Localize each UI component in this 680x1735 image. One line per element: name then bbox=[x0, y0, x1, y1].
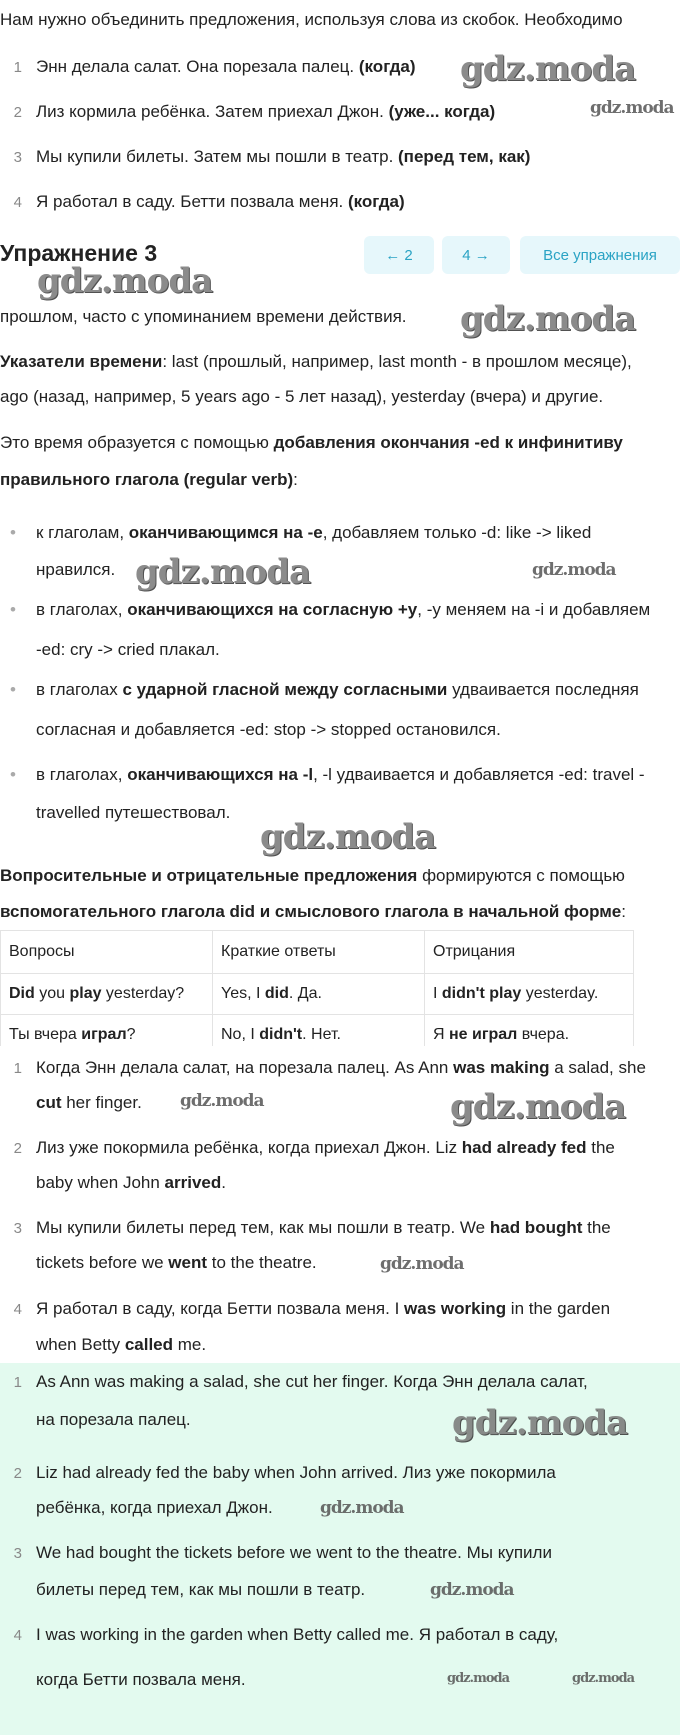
text: We had bought the tickets before we went to the theatre. Мы купили bbox=[36, 1543, 552, 1562]
text: в глаголах, bbox=[36, 765, 128, 784]
text: : bbox=[621, 902, 626, 921]
text: I bbox=[433, 985, 442, 1002]
text: the bbox=[586, 1138, 615, 1157]
text-line bbox=[36, 1571, 365, 1609]
text: . bbox=[221, 1173, 226, 1192]
text-line bbox=[36, 711, 501, 749]
bullet-icon: • bbox=[10, 523, 16, 542]
text-line bbox=[0, 298, 407, 336]
text: the bbox=[582, 1218, 611, 1237]
text: Я работал в саду. Бетти позвала меня. bbox=[36, 192, 348, 211]
text: Yes, I bbox=[221, 985, 265, 1002]
item-number: 3 bbox=[13, 1545, 22, 1562]
bold-text: правильного глагола (regular verb) bbox=[0, 470, 294, 489]
watermark: gdz.moda bbox=[430, 1580, 514, 1600]
text-line bbox=[0, 1363, 588, 1402]
table-header: Вопросы bbox=[1, 931, 213, 974]
bold-text: cut bbox=[36, 1093, 62, 1112]
bold-text: (перед тем, как) bbox=[398, 147, 531, 166]
text: Я работал в саду, когда Бетти позвала меня. I bbox=[36, 1299, 405, 1318]
bullet-icon: • bbox=[10, 680, 16, 699]
text: to the theatre. bbox=[207, 1253, 317, 1272]
text: билеты перед тем, как мы пошли в театр. bbox=[36, 1580, 366, 1599]
item-number: 2 bbox=[13, 1465, 22, 1482]
text: travelled путешествовал. bbox=[36, 803, 231, 822]
text: Это время образуется с помощью bbox=[0, 433, 274, 452]
text: к глаголам, bbox=[36, 523, 129, 542]
text-line bbox=[0, 378, 603, 416]
table-header-row bbox=[1, 931, 634, 974]
text-line bbox=[0, 138, 530, 177]
text: yesterday. bbox=[521, 985, 599, 1002]
bold-text: didn't play bbox=[441, 985, 522, 1002]
item-number: 3 bbox=[13, 149, 22, 166]
text: , добавляем только -d: like -> liked bbox=[322, 523, 592, 542]
prev-exercise-button[interactable]: ← 2 bbox=[364, 236, 434, 274]
bold-text: вспомогательного глагола did и смыслового глагола в начальной форме bbox=[0, 902, 622, 921]
text-line bbox=[0, 1616, 558, 1655]
text: удваивается последняя bbox=[447, 680, 639, 699]
text: . Нет. bbox=[302, 1026, 341, 1043]
text-line bbox=[0, 671, 639, 709]
bold-text: arrived bbox=[164, 1173, 222, 1192]
bold-text: оканчивающихся на согласную +y bbox=[127, 600, 418, 619]
text: прошлом, часто с упоминанием времени действия. bbox=[0, 307, 407, 326]
text: a salad, she bbox=[549, 1058, 646, 1077]
bold-text: Did bbox=[9, 985, 35, 1002]
bold-text: went bbox=[168, 1253, 208, 1272]
bold-text: Вопросительные и отрицательные предложения bbox=[0, 866, 418, 885]
item-number: 2 bbox=[13, 1140, 22, 1157]
text: , -y меняем на -i и добавляем bbox=[417, 600, 651, 619]
table-cell bbox=[213, 1015, 425, 1047]
table-cell bbox=[213, 974, 425, 1015]
watermark: gdz.moda bbox=[380, 1254, 464, 1274]
text: Мы купили билеты перед тем, как мы пошли в театр. We bbox=[36, 1218, 490, 1237]
text: Я bbox=[433, 1026, 449, 1043]
text-line bbox=[0, 756, 645, 794]
text: , -l удваивается и добавляется -ed: travel - bbox=[313, 765, 645, 784]
text-line bbox=[36, 1326, 206, 1364]
watermark: gdz.moda bbox=[320, 1498, 404, 1518]
text-line bbox=[0, 1290, 610, 1329]
watermark: gdz.moda bbox=[452, 1403, 628, 1443]
watermark: gdz.moda bbox=[447, 1671, 510, 1686]
item-number: 1 bbox=[13, 1060, 22, 1077]
text: вчера. bbox=[517, 1026, 570, 1043]
table-cell bbox=[1, 974, 213, 1015]
text: Мы купили билеты. Затем мы пошли в театр. bbox=[36, 147, 399, 166]
text: you bbox=[34, 985, 70, 1002]
item-number: 1 bbox=[13, 1374, 22, 1391]
watermark: gdz.moda bbox=[532, 560, 616, 580]
bold-text: не играл bbox=[449, 1026, 518, 1043]
bold-text: оканчивающимся на -e bbox=[128, 523, 323, 542]
text-line bbox=[0, 1534, 552, 1573]
text: tickets before we bbox=[36, 1253, 169, 1272]
text-line bbox=[0, 48, 416, 87]
exercise-title: Упражнение 3 bbox=[0, 240, 158, 266]
next-exercise-button[interactable]: 4 → bbox=[442, 236, 510, 274]
text-line bbox=[0, 514, 591, 552]
item-number: 4 bbox=[13, 1301, 22, 1318]
text: As Ann was making a salad, she cut her finger. Когда Энн делала салат, bbox=[36, 1372, 588, 1391]
text: . Да. bbox=[288, 985, 322, 1002]
bold-text: was working bbox=[404, 1299, 507, 1318]
watermark: gdz.moda bbox=[450, 1087, 626, 1127]
text: Лиз кормила ребёнка. Затем приехал Джон. bbox=[36, 102, 389, 121]
text: в глаголах, bbox=[36, 600, 128, 619]
text: when Betty bbox=[36, 1335, 125, 1354]
table-header: Краткие ответы bbox=[213, 931, 425, 974]
bold-text: играл bbox=[81, 1026, 127, 1043]
text: baby when John bbox=[36, 1173, 165, 1192]
watermark: gdz.moda bbox=[460, 299, 636, 339]
watermark: gdz.moda bbox=[572, 1671, 635, 1686]
intro-text: Нам нужно объединить предложения, используя слова из скобок. Необходимо bbox=[0, 10, 623, 29]
bold-text: добавления окончания -ed к инфинитиву bbox=[273, 433, 623, 452]
bold-text: didn't bbox=[259, 1026, 303, 1043]
watermark: gdz.moda bbox=[135, 552, 311, 592]
text: -ed: cry -> cried плакал. bbox=[36, 640, 220, 659]
text: ребёнка, когда приехал Джон. bbox=[36, 1498, 273, 1517]
text-line bbox=[36, 1084, 142, 1122]
table-row bbox=[1, 974, 634, 1015]
text-line bbox=[0, 93, 495, 132]
text-line bbox=[36, 631, 220, 669]
text: Лиз уже покормила ребёнка, когда приехал Джон. Liz bbox=[36, 1138, 462, 1157]
text: Liz had already fed the baby when John arrived. Лиз уже покормила bbox=[36, 1463, 556, 1482]
text-line bbox=[0, 857, 625, 895]
text: : last (прошлый, например, last month - в прошлом месяце), bbox=[162, 352, 632, 371]
text: когда Бетти позвала меня. bbox=[36, 1670, 246, 1689]
text-line bbox=[0, 1129, 615, 1168]
text: yesterday? bbox=[101, 985, 185, 1002]
text: ago (назад, например, 5 years ago - 5 лет назад), yesterday (вчера) и другие. bbox=[0, 387, 604, 406]
text-line bbox=[36, 1401, 191, 1439]
bold-text: had bought bbox=[489, 1218, 583, 1237]
bold-text: did bbox=[264, 985, 289, 1002]
text: Энн делала салат. Она порезала палец. bbox=[36, 57, 359, 76]
text: I was working in the garden when Betty called me. Я работал в саду, bbox=[36, 1625, 559, 1644]
table-header: Отрицания bbox=[425, 931, 634, 974]
text-line bbox=[0, 183, 405, 222]
watermark: gdz.moda bbox=[590, 98, 674, 118]
text: согласная и добавляется -ed: stop -> stopped остановился. bbox=[36, 720, 501, 739]
text-line bbox=[36, 794, 230, 832]
text: нравился. bbox=[36, 560, 116, 579]
text-line bbox=[0, 461, 298, 499]
bold-text: called bbox=[124, 1335, 174, 1354]
text-line bbox=[0, 1049, 646, 1088]
text: Ты вчера bbox=[9, 1026, 82, 1043]
text-line bbox=[0, 343, 632, 381]
table-cell bbox=[425, 1015, 634, 1047]
text: her finger. bbox=[61, 1093, 142, 1112]
text-line bbox=[0, 1209, 611, 1248]
text-line bbox=[36, 1489, 273, 1527]
bold-text: was making bbox=[453, 1058, 550, 1077]
bold-text: с ударной гласной между согласными bbox=[122, 680, 448, 699]
bold-text: play bbox=[69, 985, 102, 1002]
item-number: 3 bbox=[13, 1220, 22, 1237]
text-line bbox=[0, 893, 626, 931]
bold-text: (когда) bbox=[358, 57, 416, 76]
text-line bbox=[0, 1454, 556, 1493]
watermark: gdz.moda bbox=[460, 49, 636, 89]
text: me. bbox=[173, 1335, 207, 1354]
item-number: 1 bbox=[13, 59, 22, 76]
watermark: gdz.moda bbox=[260, 817, 436, 857]
watermark: gdz.moda bbox=[180, 1091, 264, 1111]
bullet-icon: • bbox=[10, 765, 16, 784]
text-line bbox=[36, 1244, 317, 1282]
text: Когда Энн делала салат, на порезала палец. As Ann bbox=[36, 1058, 454, 1077]
text: на порезала палец. bbox=[36, 1410, 191, 1429]
text: No, I bbox=[221, 1026, 260, 1043]
text: в глаголах bbox=[36, 680, 123, 699]
bold-text: оканчивающихся на -l bbox=[127, 765, 314, 784]
text-line bbox=[36, 1164, 226, 1202]
table-cell bbox=[1, 1015, 213, 1047]
text: : bbox=[293, 470, 298, 489]
watermark: gdz.moda bbox=[37, 261, 213, 301]
text-line bbox=[36, 1661, 246, 1699]
bold-text: (уже... когда) bbox=[388, 102, 496, 121]
text-line bbox=[36, 551, 115, 589]
item-number: 4 bbox=[13, 1627, 22, 1644]
examples-table bbox=[0, 930, 640, 1046]
item-number: 2 bbox=[13, 104, 22, 121]
text-line bbox=[0, 591, 650, 629]
text: in the garden bbox=[506, 1299, 611, 1318]
bold-text: Указатели времени bbox=[0, 352, 163, 371]
all-exercises-button[interactable]: Все упражнения bbox=[520, 236, 680, 274]
text-line bbox=[0, 424, 623, 462]
bold-text: had already fed bbox=[461, 1138, 587, 1157]
text: формируются с помощью bbox=[417, 866, 625, 885]
bullet-icon: • bbox=[10, 600, 16, 619]
table-cell bbox=[425, 974, 634, 1015]
table-row bbox=[1, 1015, 634, 1047]
text: ? bbox=[126, 1026, 136, 1043]
bold-text: (когда) bbox=[347, 192, 405, 211]
item-number: 4 bbox=[13, 194, 22, 211]
